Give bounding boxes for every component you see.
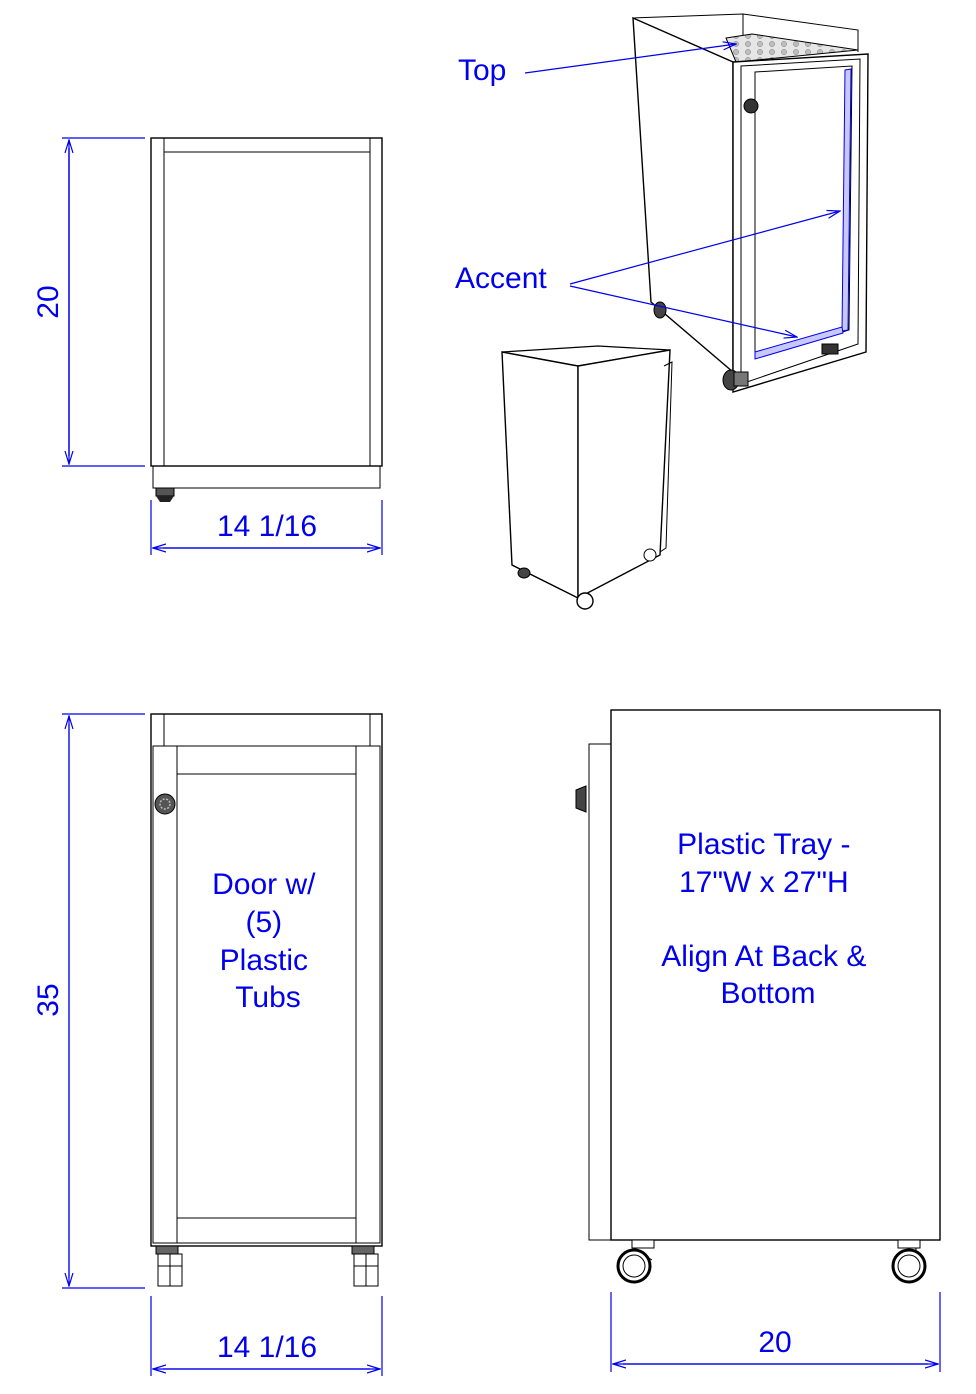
tray-note-line: Plastic Tray - bbox=[677, 828, 851, 861]
dimension-top-width bbox=[151, 500, 382, 555]
dimension-top-height bbox=[32, 138, 145, 466]
iso-cabinet-back bbox=[502, 346, 672, 609]
door-note-line: Tubs bbox=[235, 981, 301, 1014]
leveler-foot-icon bbox=[156, 1246, 378, 1286]
top-height-label: 20 bbox=[32, 285, 65, 319]
top-left-elevation bbox=[151, 138, 382, 502]
door-knob-icon bbox=[744, 99, 758, 113]
door-note-line: (5) bbox=[245, 906, 283, 939]
dimension-front-height bbox=[32, 714, 145, 1288]
tray-note-line: Align At Back & bbox=[661, 940, 867, 973]
dimension-side-width bbox=[611, 1292, 940, 1372]
front-elevation bbox=[151, 714, 382, 1286]
door-note-line: Door w/ bbox=[212, 868, 316, 901]
side-width-label: 20 bbox=[758, 1326, 792, 1359]
callout-top-label: Top bbox=[458, 54, 507, 87]
caster-icon bbox=[618, 1240, 925, 1282]
side-elevation bbox=[576, 710, 940, 1282]
iso-cabinet-front bbox=[633, 14, 868, 392]
door-note-line: Plastic bbox=[219, 944, 309, 977]
callout-accent-label: Accent bbox=[455, 262, 547, 295]
dimension-front-width bbox=[151, 1296, 382, 1376]
tray-note-line: 17"W x 27"H bbox=[678, 866, 849, 899]
door-knob-icon bbox=[576, 786, 586, 812]
front-height-label: 35 bbox=[32, 983, 65, 1017]
tray-note bbox=[661, 828, 874, 1010]
door-knob-icon bbox=[155, 794, 175, 814]
top-width-label: 14 1/16 bbox=[216, 510, 318, 543]
leveler-foot-icon bbox=[156, 488, 174, 502]
door-note bbox=[212, 868, 324, 1014]
tray-note-line: Bottom bbox=[720, 977, 816, 1010]
front-width-label: 14 1/16 bbox=[216, 1331, 318, 1364]
